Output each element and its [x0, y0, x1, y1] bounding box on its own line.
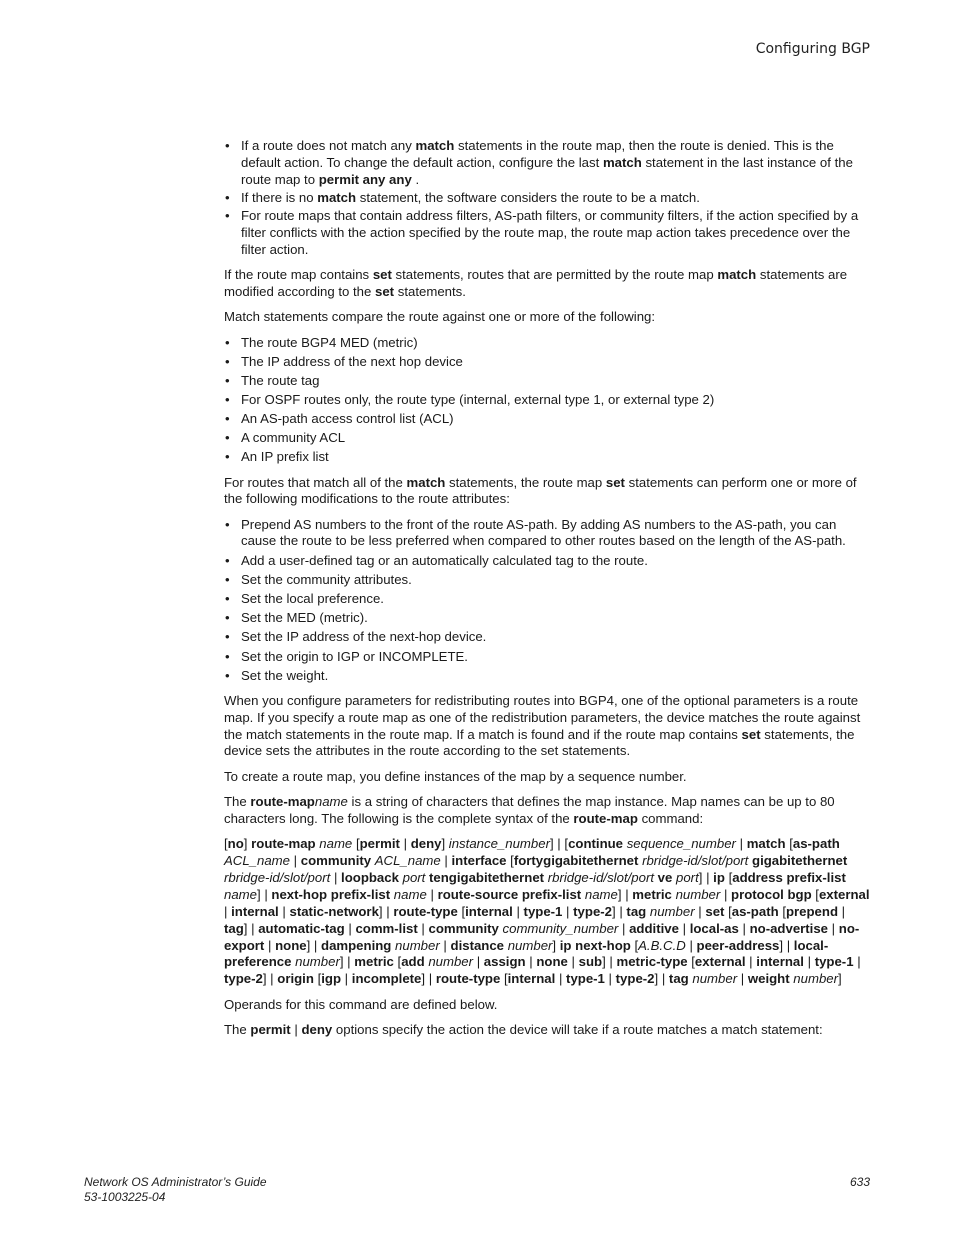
- text: .: [411, 171, 420, 187]
- syntax-text: |: [473, 954, 484, 970]
- list-item: • An AS-path access control list (ACL): [224, 411, 870, 428]
- syntax-text: |: [828, 920, 839, 936]
- text: statements, the route map: [445, 474, 606, 490]
- syntax-keyword: continue: [568, 836, 624, 852]
- syntax-variable: number: [692, 971, 738, 987]
- syntax-keyword: add: [401, 954, 425, 970]
- syntax-variable: port: [676, 869, 699, 885]
- syntax-text: [: [506, 853, 514, 868]
- syntax-keyword: deny: [410, 836, 442, 852]
- syntax-keyword: internal: [756, 954, 804, 970]
- keyword: set: [741, 726, 761, 742]
- syntax-variable: port: [402, 869, 426, 885]
- syntax-text: ]: [838, 971, 842, 987]
- syntax-keyword: type-2: [573, 903, 612, 919]
- syntax-keyword: type-2: [615, 971, 655, 987]
- text: If there is no: [241, 189, 318, 205]
- syntax-text: |: [745, 954, 757, 970]
- text: statements, routes that are permitted by the route map: [391, 267, 718, 283]
- syntax-keyword: tag: [668, 971, 689, 987]
- paragraph: [224, 267, 870, 301]
- syntax-text: |: [440, 853, 452, 868]
- doc-title: Network OS Administrator’s Guide: [84, 1175, 267, 1189]
- syntax-variable: rbridge-id/slot/port: [547, 869, 654, 885]
- syntax-text: [: [630, 937, 639, 953]
- syntax-keyword: permit: [359, 836, 400, 852]
- syntax-variable: ACL_name: [374, 853, 441, 868]
- list-item: • The IP address of the next hop device: [224, 354, 870, 371]
- syntax-text: ] |: [617, 886, 633, 902]
- list-item: • Set the origin to IGP or INCOMPLETE.: [224, 649, 870, 666]
- keyword: match: [717, 267, 757, 283]
- syntax-keyword: tag: [224, 920, 244, 936]
- keyword: match: [406, 474, 446, 490]
- page-footer: [84, 1175, 267, 1205]
- text: is a string of characters that defines the map instance. Map names can be up to 80 characters long. The following is the complete syntax of the: [224, 794, 835, 826]
- syntax-variable: number: [395, 937, 440, 953]
- list-item: • The route BGP4 MED (metric): [224, 335, 870, 352]
- syntax-text: [: [224, 836, 228, 852]
- syntax-keyword: gigabitethernet: [752, 853, 848, 868]
- syntax-keyword: none: [536, 954, 568, 970]
- keyword: match: [602, 154, 642, 170]
- text: When you configure parameters for redistributing routes into BGP4, one of the optional parameters is a route map. If you specify a route map as one of the redistribution parameters, the device matches the route against the match statements in the route map. If a match is found and if the route map contains: [224, 693, 861, 742]
- list-item: [224, 138, 870, 188]
- syntax-keyword: local-preference: [224, 937, 829, 970]
- text: command:: [637, 810, 704, 826]
- keyword: deny: [301, 1022, 333, 1038]
- syntax-keyword: no-export: [224, 920, 860, 953]
- text: |: [290, 1022, 302, 1038]
- syntax-keyword: loopback: [341, 869, 399, 885]
- syntax-variable: number: [507, 937, 553, 953]
- text: options specify the action the device will take if a route matches a match statement:: [332, 1022, 823, 1038]
- syntax-text: ] |: [779, 937, 794, 953]
- syntax-text: |: [426, 886, 438, 902]
- syntax-text: [: [724, 903, 732, 919]
- syntax-text: |: [525, 954, 537, 970]
- syntax-keyword: external: [818, 886, 870, 902]
- syntax-keyword: address prefix-list: [732, 869, 846, 885]
- syntax-text: |: [803, 954, 815, 970]
- syntax-variable: name: [319, 836, 353, 852]
- syntax-text: |: [694, 903, 706, 919]
- syntax-text: ] |: [243, 920, 259, 936]
- syntax-keyword: no: [227, 836, 244, 852]
- keyword: set: [605, 474, 625, 490]
- text: statements can perform one or more of the following modifications to the route attributes:: [224, 474, 857, 507]
- syntax-variable: name: [584, 886, 618, 902]
- syntax-text: [: [457, 903, 466, 919]
- list-item: • A community ACL: [224, 430, 870, 447]
- syntax-keyword: none: [275, 937, 307, 953]
- list-item: • Set the weight.: [224, 668, 870, 685]
- syntax-text: |: [439, 937, 451, 953]
- syntax-keyword: incomplete: [351, 971, 422, 987]
- syntax-text: ] | [: [549, 836, 569, 852]
- page-header: [756, 41, 870, 57]
- syntax-text: [: [811, 886, 819, 902]
- text: statement in the last instance of the route map to: [241, 154, 853, 187]
- keyword: route-map: [250, 794, 315, 809]
- syntax-text: [: [687, 954, 695, 970]
- syntax-keyword: distance: [450, 937, 505, 953]
- syntax-text: ] |: [654, 971, 669, 987]
- syntax-text: |: [720, 886, 732, 902]
- syntax-text: [: [352, 836, 360, 852]
- syntax-variable: number: [428, 954, 474, 970]
- list-item: • Prepend AS numbers to the front of the route AS-path. By adding AS numbers to the AS-path, you can cause the route to be less preferred when compared to other routes based on the length of the AS-path.: [224, 517, 870, 551]
- syntax-variable: community_number: [502, 920, 619, 936]
- syntax-text: |: [567, 954, 579, 970]
- syntax-keyword: metric: [354, 954, 394, 970]
- syntax-text: [: [500, 971, 508, 987]
- syntax-text: |: [618, 920, 630, 936]
- text: The: [224, 794, 251, 809]
- variable: name: [314, 794, 348, 809]
- syntax-keyword: comm-list: [355, 920, 418, 936]
- syntax-text: |: [417, 920, 429, 936]
- keyword: route-map: [573, 810, 638, 826]
- paragraph: [224, 475, 870, 509]
- section-title: Configuring BGP: [755, 41, 870, 57]
- syntax-keyword: set: [705, 903, 725, 919]
- syntax-text: |: [264, 937, 276, 953]
- text: statements, the device sets the attributes in the route according to the set statements.: [224, 726, 855, 759]
- syntax-text: [: [785, 836, 793, 852]
- syntax-variable: sequence_number: [626, 836, 736, 852]
- syntax-keyword: local-as: [689, 920, 739, 936]
- syntax-keyword: route-type: [435, 971, 501, 987]
- syntax-text: |: [604, 971, 616, 987]
- syntax-text: [: [393, 954, 402, 970]
- text: For route maps that contain address filters, AS-path filters, or community filters, if the action specified by a filter conflicts with the action specified by the route map, the route map action takes precedence over the filter action.: [241, 208, 859, 257]
- text: statements are modified according to the: [224, 267, 848, 300]
- syntax-text: ] |: [262, 971, 278, 987]
- syntax-text: |: [330, 869, 342, 885]
- syntax-keyword: metric-type: [616, 954, 688, 970]
- syntax-keyword: internal: [465, 903, 513, 919]
- syntax-keyword: ip next-hop: [559, 937, 631, 953]
- syntax-variable: number: [295, 954, 340, 970]
- syntax-text: ] |: [612, 903, 627, 919]
- list-item: • For OSPF routes only, the route type (internal, external type 1, or external type 2): [224, 392, 870, 409]
- syntax-text: |: [853, 954, 861, 970]
- text: statements.: [394, 284, 466, 300]
- syntax-text: ]: [552, 937, 560, 953]
- syntax-keyword: route-type: [393, 903, 458, 919]
- syntax-keyword: automatic-tag: [258, 920, 345, 936]
- syntax-keyword: fortygigabitethernet: [513, 853, 639, 868]
- text: The: [224, 1022, 251, 1038]
- match-criteria-list: [224, 335, 870, 466]
- syntax-keyword: ve: [657, 869, 673, 885]
- paragraph: [224, 693, 870, 760]
- syntax-text: |: [678, 920, 690, 936]
- syntax-text: |: [344, 920, 356, 936]
- syntax-keyword: match: [746, 836, 786, 852]
- syntax-text: ]: [243, 836, 252, 852]
- syntax-text: ] |: [602, 954, 617, 970]
- syntax-keyword: type-2: [224, 971, 263, 987]
- text: statement, the software considers the route to be a match.: [356, 189, 700, 205]
- list-item: • An IP prefix list: [224, 449, 870, 466]
- syntax-text: |: [738, 920, 750, 936]
- syntax-keyword: dampening: [321, 937, 392, 953]
- syntax-keyword: community: [428, 920, 499, 936]
- syntax-keyword: weight: [747, 971, 790, 987]
- syntax-keyword: origin: [277, 971, 314, 987]
- syntax-text: ] |: [378, 903, 394, 919]
- syntax-text: |: [735, 836, 747, 852]
- syntax-keyword: tag: [626, 903, 647, 919]
- keyword: match: [415, 138, 455, 153]
- syntax-keyword: additive: [629, 920, 679, 936]
- syntax-text: |: [224, 903, 232, 919]
- list-item: • Set the community attributes.: [224, 572, 870, 589]
- syntax-keyword: type-1: [566, 971, 605, 987]
- syntax-keyword: type-1: [814, 954, 854, 970]
- text: statements in the route map, then the route is denied. This is the default action. To change the default action, configure the last: [241, 138, 834, 170]
- syntax-text: |: [685, 937, 697, 953]
- keyword: set: [375, 284, 395, 300]
- syntax-keyword: internal: [507, 971, 556, 987]
- syntax-keyword: peer-address: [696, 937, 780, 953]
- list-item: [224, 190, 870, 207]
- syntax-keyword: ip: [713, 869, 725, 885]
- keyword: permit any any: [318, 171, 412, 187]
- syntax-text: [: [313, 971, 322, 987]
- syntax-keyword: internal: [231, 903, 279, 919]
- syntax-keyword: route-source prefix-list: [437, 886, 582, 902]
- paragraph: [224, 794, 870, 828]
- keyword: match: [317, 189, 357, 205]
- command-syntax: [224, 836, 870, 988]
- list-item: • Set the local preference.: [224, 591, 870, 608]
- syntax-variable: number: [793, 971, 839, 987]
- syntax-text: |: [289, 853, 301, 868]
- syntax-variable: name: [393, 886, 427, 902]
- syntax-variable: number: [649, 903, 695, 919]
- default-action-list: [224, 138, 870, 259]
- keyword: set: [372, 267, 392, 283]
- syntax-keyword: as-path: [731, 903, 779, 919]
- text: If a route does not match any: [241, 138, 416, 153]
- syntax-variable: instance_number: [448, 836, 550, 852]
- list-item: • Set the IP address of the next-hop device.: [224, 629, 870, 646]
- syntax-variable: rbridge-id/slot/port: [224, 869, 331, 885]
- text: If the route map contains: [224, 267, 373, 283]
- syntax-text: ]: [441, 836, 449, 852]
- syntax-keyword: external: [694, 954, 746, 970]
- syntax-variable: A.B.C.D: [638, 937, 686, 953]
- syntax-text: ] |: [306, 937, 322, 953]
- list-item: • Add a user-defined tag or an automatically calculated tag to the route.: [224, 553, 870, 570]
- syntax-text: [: [724, 869, 733, 885]
- syntax-keyword: type-1: [523, 903, 563, 919]
- syntax-text: ] |: [421, 971, 436, 987]
- syntax-keyword: metric: [632, 886, 672, 902]
- syntax-variable: name: [224, 886, 257, 902]
- syntax-text: [: [778, 903, 786, 919]
- syntax-keyword: route-map: [251, 836, 316, 852]
- paragraph: Operands for this command are defined below.: [224, 996, 498, 1012]
- paragraph: To create a route map, you define instances of the map by a sequence number.: [224, 768, 687, 784]
- list-item: [224, 208, 870, 258]
- syntax-keyword: prepend: [785, 903, 839, 919]
- syntax-text: |: [555, 971, 567, 987]
- syntax-keyword: community: [300, 853, 372, 868]
- syntax-keyword: next-hop prefix-list: [271, 886, 391, 902]
- syntax-text: ] |: [339, 954, 355, 970]
- syntax-text: |: [737, 971, 748, 987]
- syntax-variable: rbridge-id/slot/port: [642, 853, 749, 868]
- syntax-keyword: sub: [578, 954, 603, 970]
- syntax-text: |: [838, 903, 846, 919]
- page-content: [224, 138, 870, 1039]
- syntax-keyword: static-network: [289, 903, 379, 919]
- syntax-keyword: as-path: [792, 836, 840, 852]
- page-number: 633: [849, 1175, 870, 1189]
- syntax-text: |: [399, 836, 411, 852]
- text: For routes that match all of the: [224, 474, 407, 490]
- paragraph: Match statements compare the route against one or more of the following:: [224, 309, 656, 325]
- syntax-text: |: [341, 971, 352, 987]
- syntax-text: ] |: [257, 886, 272, 902]
- syntax-keyword: tengigabitethernet: [429, 869, 545, 885]
- syntax-keyword: interface: [451, 853, 507, 868]
- syntax-text: |: [512, 903, 524, 919]
- list-item: • The route tag: [224, 373, 870, 390]
- syntax-keyword: igp: [321, 971, 342, 987]
- syntax-variable: ACL_name: [224, 853, 290, 868]
- list-item: • Set the MED (metric).: [224, 610, 870, 627]
- syntax-text: |: [562, 903, 574, 919]
- syntax-keyword: no-advertise: [749, 920, 829, 936]
- paragraph: [224, 1022, 870, 1039]
- syntax-text: ] |: [698, 869, 714, 885]
- set-modifications-list: [224, 517, 870, 685]
- syntax-text: |: [278, 903, 290, 919]
- syntax-keyword: assign: [483, 954, 526, 970]
- keyword: permit: [250, 1022, 291, 1038]
- doc-number: 53-1003225-04: [84, 1190, 166, 1204]
- syntax-variable: number: [675, 886, 721, 902]
- syntax-keyword: protocol bgp: [731, 886, 812, 902]
